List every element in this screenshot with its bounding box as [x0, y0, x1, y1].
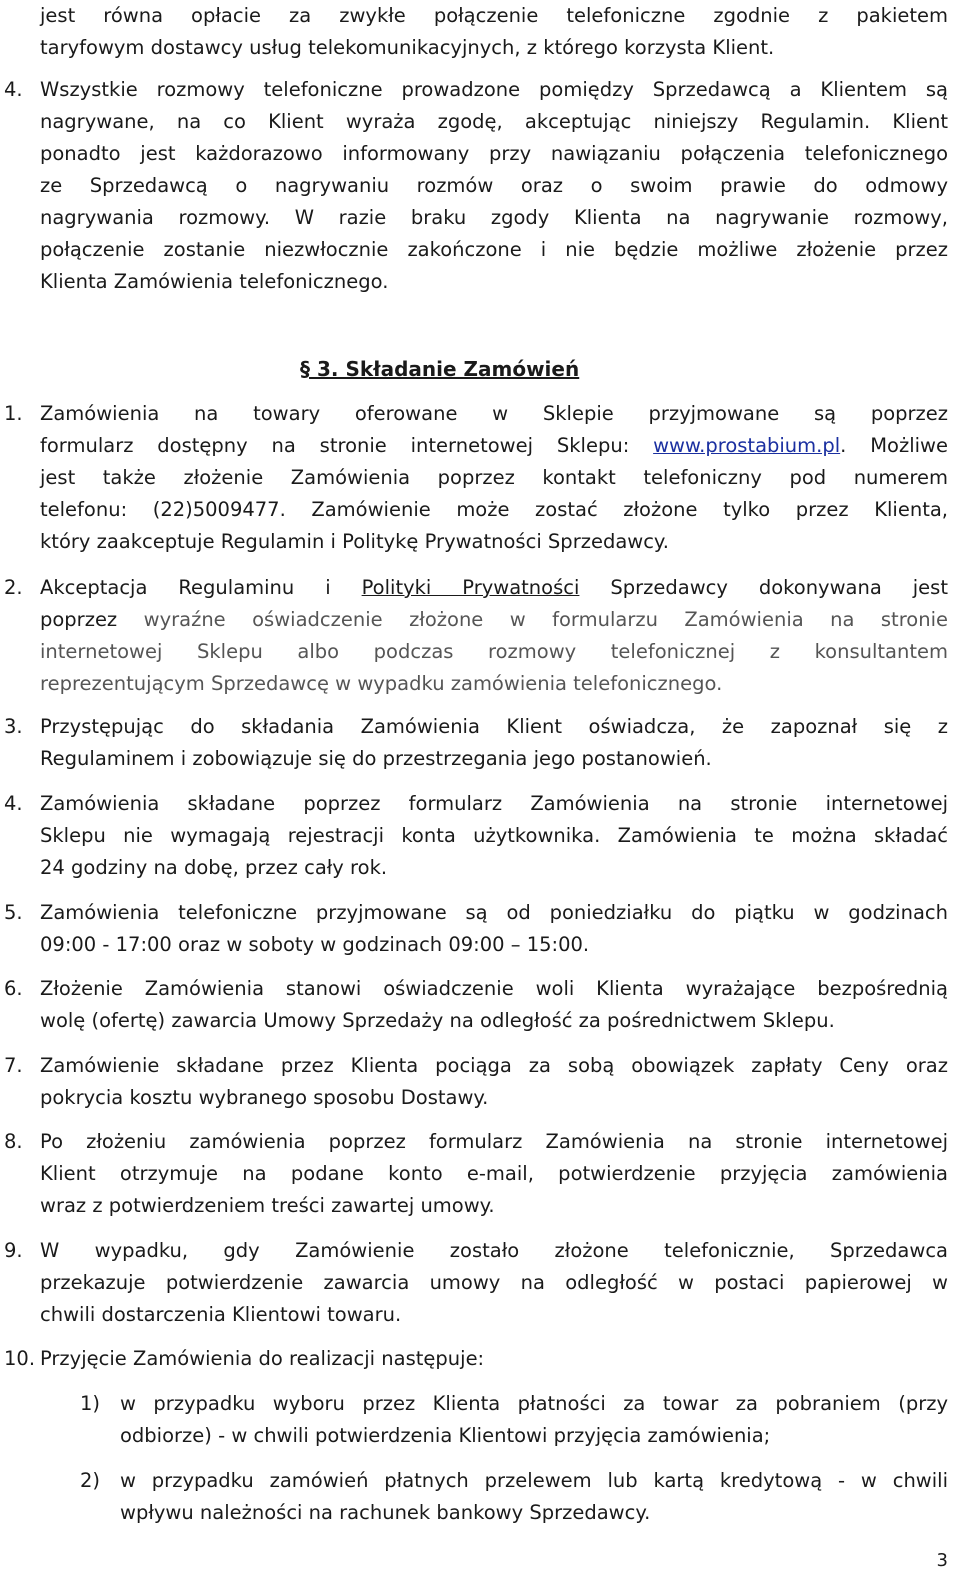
- text-line: 24 godziny na dobę, przez cały rok.: [40, 856, 388, 879]
- text-line: przekazuje potwierdzenie zawarcia umowy na odległość w postaci papierowej w: [40, 1271, 948, 1294]
- text-line: w przypadku wyboru przez Klienta płatności za towar za pobraniem (przy: [120, 1392, 948, 1415]
- text-line: Zamówienia na towary oferowane w Sklepie przyjmowane są poprzez: [40, 402, 948, 425]
- text-line: 09:00 - 17:00 oraz w soboty w godzinach 09:00 – 15:00.: [40, 933, 590, 956]
- text-line: Klient otrzymuje na podane konto e-mail, potwierdzenie przyjęcia zamówienia: [40, 1162, 948, 1185]
- sub-item-number: 2): [80, 1469, 101, 1492]
- text-line: Złożenie Zamówienia stanowi oświadczenie woli Klienta wyrażające bezpośrednią: [40, 977, 948, 1000]
- text-line: nagrywania rozmowy. W razie braku zgody Klienta na nagrywanie rozmowy,: [40, 206, 948, 229]
- text-line: [40, 430, 948, 462]
- text-line: Zamówienia telefoniczne przyjmowane są od poniedziałku do piątku w godzinach: [40, 901, 948, 924]
- text-line: wraz z potwierdzeniem treści zawartej umowy.: [40, 1194, 495, 1217]
- text-line: Zamówienia składane poprzez formularz Zamówienia na stronie internetowej: [40, 792, 948, 815]
- text-line: nagrywane, na co Klient wyraża zgodę, akceptując niniejszy Regulamin. Klient: [40, 110, 948, 133]
- text-line: Klienta Zamówienia telefonicznego.: [40, 270, 389, 293]
- page-number: 3: [936, 1550, 948, 1571]
- text-line: Zamówienie składane przez Klienta pociąga za sobą obowiązek zapłaty Ceny oraz: [40, 1054, 948, 1077]
- text-line: reprezentującym Sprzedawcę w wypadku zamówienia telefonicznego.: [40, 672, 723, 695]
- item-number: 4.: [4, 78, 23, 101]
- text-line: wpływu należności na rachunek bankowy Sprzedawcy.: [120, 1501, 651, 1524]
- item-number: 6.: [4, 977, 23, 1000]
- text-line: chwili dostarczenia Klientowi towaru.: [40, 1303, 402, 1326]
- text-line: Przyjęcie Zamówienia do realizacji następuje:: [40, 1347, 485, 1370]
- item-number: 9.: [4, 1239, 23, 1262]
- item-number: 1.: [4, 402, 23, 425]
- text-line: jest także złożenie Zamówienia poprzez kontakt telefoniczny pod numerem: [40, 466, 948, 489]
- text-line: [40, 572, 948, 604]
- text-line: [40, 604, 948, 636]
- text-line: jest równa opłacie za zwykłe połączenie telefoniczne zgodnie z pakietem: [40, 4, 948, 27]
- text-line: internetowej Sklepu albo podczas rozmowy telefonicznej z konsultantem: [40, 640, 948, 663]
- text-fragment: formularz dostępny na stronie internetowej Sklepu:: [40, 434, 654, 457]
- text-line: telefonu: (22)5009477. Zamówienie może zostać złożone tylko przez Klienta,: [40, 498, 948, 521]
- text-line: Sklepu nie wymagają rejestracji konta użytkownika. Zamówienia te można składać: [40, 824, 948, 847]
- item-number: 10.: [4, 1347, 36, 1370]
- item-number: 7.: [4, 1054, 23, 1077]
- text-line: Regulaminem i zobowiązuje się do przestrzegania jego postanowień.: [40, 747, 712, 770]
- text-line: który zaakceptuje Regulamin i Politykę Prywatności Sprzedawcy.: [40, 530, 669, 553]
- text-fragment: Sprzedawcy dokonywana jest: [579, 576, 948, 599]
- text-line: pokrycia kosztu wybranego sposobu Dostawy.: [40, 1086, 489, 1109]
- text-fragment: poprzez: [40, 608, 144, 631]
- text-line: Przystępując do składania Zamówienia Klient oświadcza, że zapoznał się z: [40, 715, 948, 738]
- text-line: ze Sprzedawcą o nagrywaniu rozmów oraz o swoim prawie do odmowy: [40, 174, 948, 197]
- text-fragment: wyraźne oświadczenie złożone w formularzu Zamówienia na stronie: [143, 608, 948, 631]
- shop-website-link[interactable]: www.prostabium.pl: [653, 434, 841, 457]
- privacy-policy-link[interactable]: Polityki Prywatności: [361, 576, 580, 599]
- text-line: taryfowym dostawcy usług telekomunikacyjnych, z którego korzysta Klient.: [40, 36, 775, 59]
- sub-item-number: 1): [80, 1392, 101, 1415]
- text-line: W wypadku, gdy Zamówienie zostało złożone telefonicznie, Sprzedawca: [40, 1239, 948, 1262]
- item-number: 4.: [4, 792, 23, 815]
- section-heading: § 3. Składanie Zamówień: [300, 357, 580, 381]
- item-number: 5.: [4, 901, 23, 924]
- text-line: Po złożeniu zamówienia poprzez formularz Zamówienia na stronie internetowej: [40, 1130, 948, 1153]
- item-number: 3.: [4, 715, 23, 738]
- text-line: odbiorze) - w chwili potwierdzenia Klientowi przyjęcia zamówienia;: [120, 1424, 771, 1447]
- text-line: ponadto jest każdorazowo informowany przy nawiązaniu połączenia telefonicznego: [40, 142, 948, 165]
- item-number: 8.: [4, 1130, 23, 1153]
- text-line: połączenie zostanie niezwłocznie zakończone i nie będzie możliwe złożenie przez: [40, 238, 948, 261]
- text-line: wolę (ofertę) zawarcia Umowy Sprzedaży na odległość za pośrednictwem Sklepu.: [40, 1009, 835, 1032]
- item-number: 2.: [4, 576, 23, 599]
- text-line: Wszystkie rozmowy telefoniczne prowadzone pomiędzy Sprzedawcą a Klientem są: [40, 78, 948, 101]
- text-fragment: . Możliwe: [840, 434, 948, 457]
- text-fragment: Akceptacja Regulaminu i: [40, 576, 362, 599]
- text-line: w przypadku zamówień płatnych przelewem lub kartą kredytową - w chwili: [120, 1469, 948, 1492]
